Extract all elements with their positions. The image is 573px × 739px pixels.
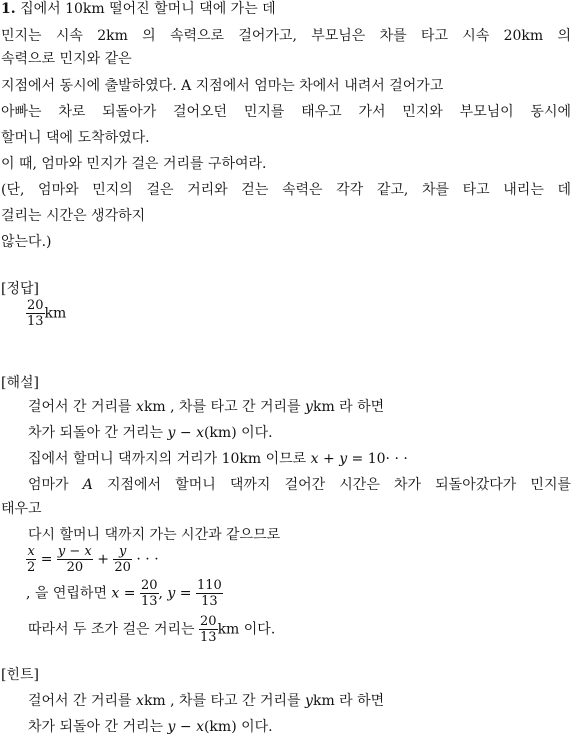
solution-line-3: 집에서 할머니 댁까지의 거리가 10km 이므로 x + y = 10· · · (28, 451, 408, 467)
problem-line-1: 민지는 시속 2km 의 속력으로 걸어가고, 부모님은 차를 타고 시속 20km 의 (1, 28, 571, 44)
solution-line-4-cont: 태우고 (1, 501, 42, 517)
problem-title-line (1, 0, 276, 18)
solution-line-6: , 을 연립하면 x = $\frac{20}{13}$ , y = $\frac{110}{13}$ (26, 578, 222, 609)
solution-line-7: 따라서 두 조가 걸은 거리는 $\frac{20}{13}$ km 이다. (28, 614, 276, 645)
eq-fraction-3: $\frac{y}{20}$ (114, 544, 131, 575)
problem-line-4: 아빠는 차로 되돌아가 걸어오던 민지를 태우고 가서 민지와 부모님이 동시에 (1, 104, 571, 120)
hint-label: [힌트] (1, 667, 39, 683)
hint-line-1: 걸어서 간 거리를 xkm , 차를 타고 간 거리를 ykm 라 하면 (28, 693, 385, 709)
solution-equation: $\frac{x}{2}$ = $\frac{y - x}{20}$ + $\frac{y}{20}$ · · · (27, 544, 159, 575)
solution-line-4: 엄마가 A 지점에서 할머니 댁까지 걸어간 시간은 차가 되돌아갔다가 민지를 (28, 477, 571, 493)
solution-label: [해설] (1, 375, 39, 391)
problem-line-8: 걸리는 시간은 생각하지 (1, 208, 146, 224)
answer-fraction: $\frac{20}{13}$ (27, 298, 44, 329)
solution-line-5: 다시 할머니 댁까지 가는 시간과 같으므로 (28, 527, 281, 543)
problem-line-9: 않는다.) (1, 234, 52, 250)
answer-label: [정답] (1, 281, 39, 297)
problem-line-2: 속력으로 민지와 같은 (1, 51, 132, 67)
problem-line-3: 지점에서 동시에 출발하였다. A 지점에서 엄마는 차에서 내려서 걸어가고 (1, 78, 444, 94)
problem-line-5: 할머니 댁에 도착하였다. (1, 130, 150, 146)
answer-unit: km (44, 305, 67, 322)
answer-value (26, 298, 66, 329)
eq-fraction-2: $\frac{y - x}{20}$ (57, 544, 92, 575)
solution-x-fraction: $\frac{20}{13}$ (140, 578, 158, 609)
solution-line-2: 차가 되돌아 간 거리는 y − x(km) 이다. (28, 425, 273, 441)
hint-line-2: 차가 되돌아 간 거리는 y − x(km) 이다. (28, 719, 273, 735)
solution-y-fraction: $\frac{110}{13}$ (196, 578, 222, 609)
problem-line-7: (단, 엄마와 민지의 걸은 거리와 걷는 속력은 각각 같고, 차를 타고 내리는 데 (1, 182, 571, 198)
solution-final-fraction: $\frac{20}{13}$ (200, 614, 217, 645)
problem-number: 1. (1, 1, 16, 17)
eq-fraction-1: $\frac{x}{2}$ (27, 544, 36, 575)
problem-title: 집에서 10km 떨어진 할머니 댁에 가는 데 (20, 1, 276, 17)
solution-line-1: 걸어서 간 거리를 xkm , 차를 타고 간 거리를 ykm 라 하면 (28, 399, 385, 415)
problem-line-6: 이 때, 엄마와 민지가 걸은 거리를 구하여라. (1, 156, 267, 172)
